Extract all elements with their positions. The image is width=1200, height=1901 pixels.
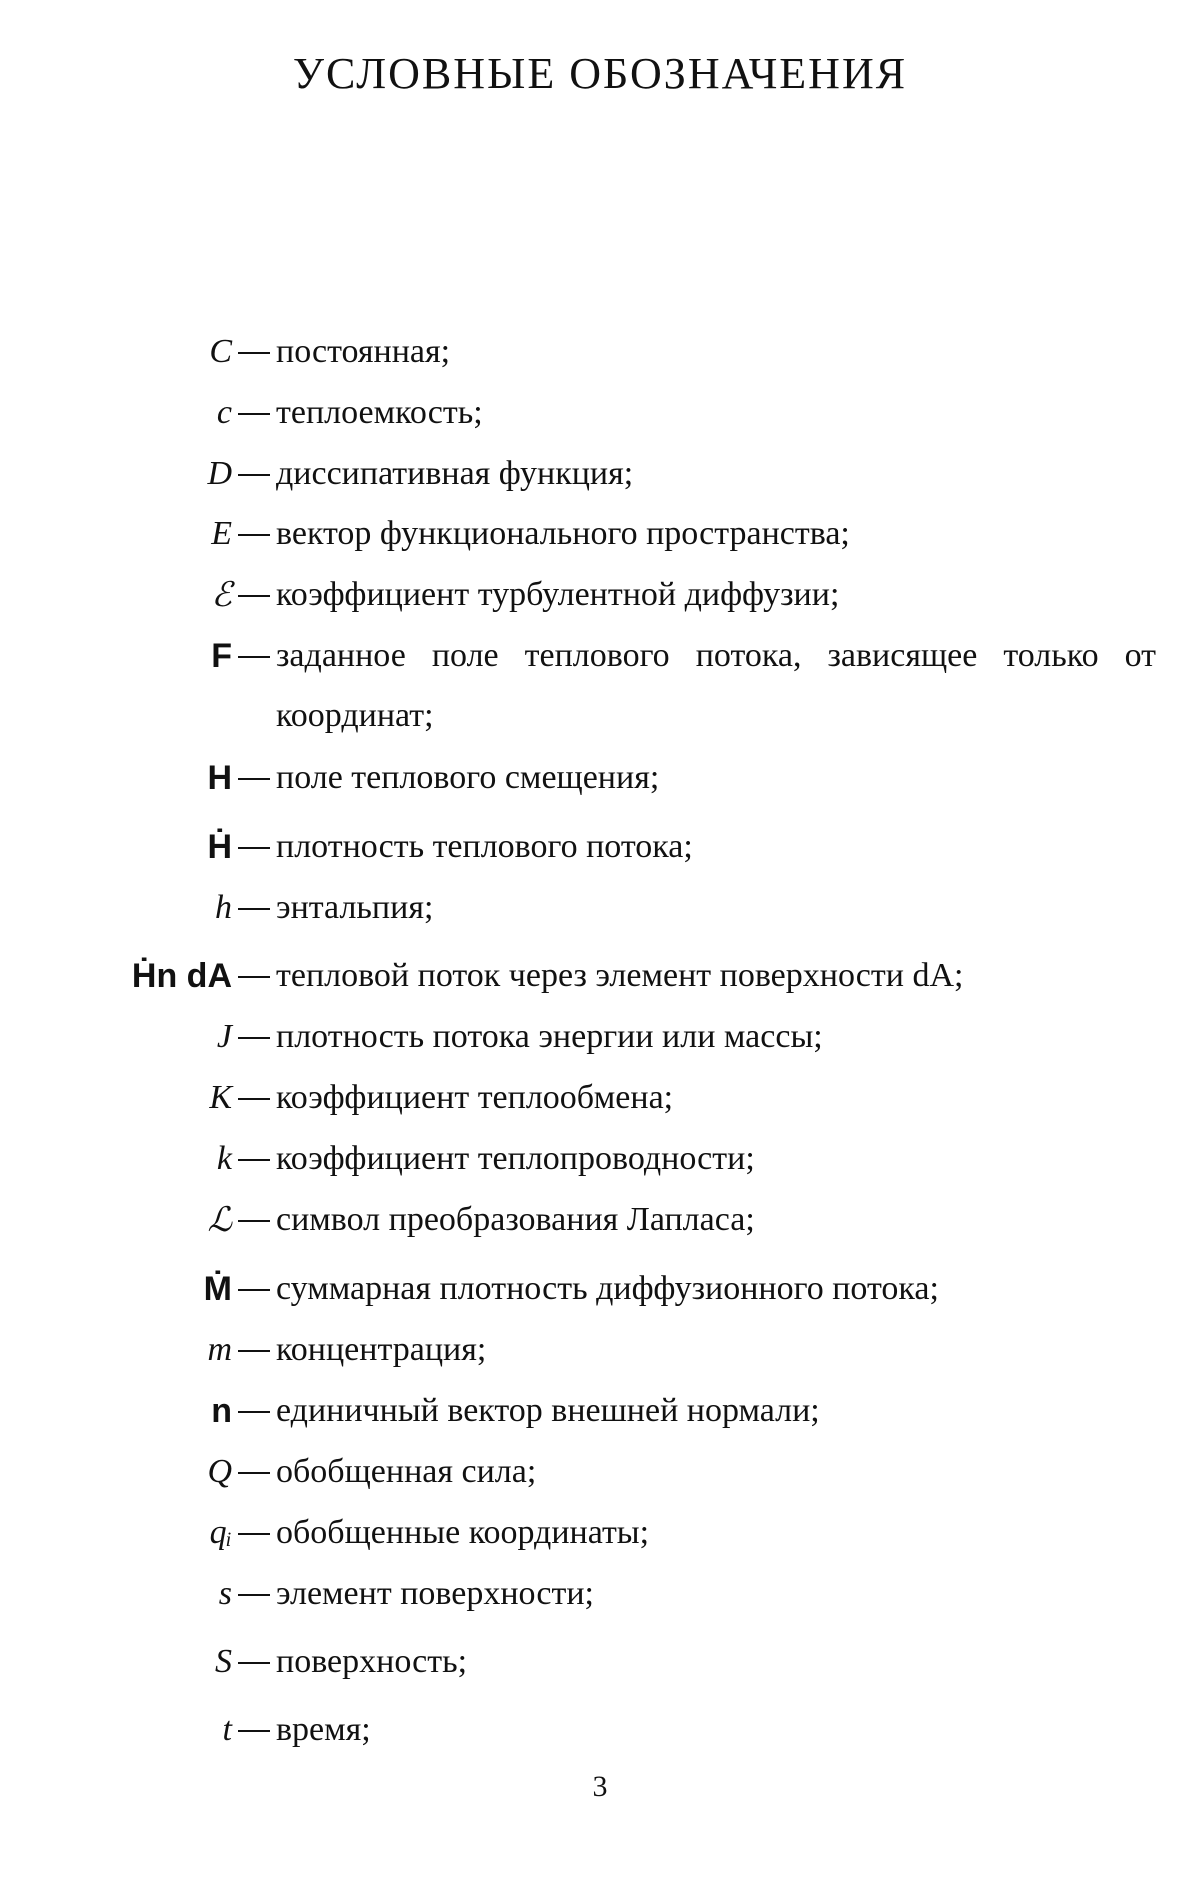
dash	[238, 1730, 270, 1732]
definition: диссипативная функция;	[276, 455, 634, 492]
symbol: qᵢ	[209, 1514, 232, 1551]
symbol: S	[215, 1643, 232, 1680]
definition: плотность теплового потока;	[276, 828, 693, 865]
symbol: H	[207, 759, 232, 797]
symbol: E	[211, 515, 232, 552]
definition: поле теплового смещения;	[276, 759, 660, 796]
definition: теплоемкость;	[276, 394, 483, 431]
page-number: 3	[592, 1770, 608, 1803]
dash	[238, 1289, 270, 1291]
definition: заданное поле теплового потока, зависящее только от координат;	[276, 637, 1156, 734]
dash	[238, 1472, 270, 1474]
symbol: F	[211, 637, 232, 675]
symbol: ℒ	[207, 1200, 232, 1240]
definition: коэффициент теплообмена;	[276, 1079, 674, 1116]
dash	[238, 413, 270, 415]
symbol: n	[211, 1392, 232, 1430]
dash	[238, 595, 270, 597]
definition: коэффициент теплопроводности;	[276, 1140, 755, 1177]
dash	[238, 1411, 270, 1413]
dash	[238, 1662, 270, 1664]
dash	[238, 1037, 270, 1039]
dash	[238, 656, 270, 658]
symbol: C	[209, 333, 232, 370]
dash	[238, 908, 270, 910]
symbol: h	[215, 889, 232, 926]
symbol: c	[216, 394, 232, 431]
definition: суммарная плотность диффузионного потока;	[276, 1270, 939, 1307]
symbol: Ḣ	[207, 828, 232, 866]
dash	[238, 1350, 270, 1352]
definition: поверхность;	[276, 1643, 468, 1680]
definition: энтальпия;	[276, 889, 434, 926]
dash	[238, 847, 270, 849]
dash	[238, 474, 270, 476]
definition: коэффициент турбулентной диффузии;	[276, 576, 840, 613]
dash	[238, 352, 270, 354]
dash	[238, 778, 270, 780]
symbol: D	[207, 455, 232, 492]
page-title: УСЛОВНЫЕ ОБОЗНАЧЕНИЯ	[292, 49, 908, 98]
definition: обобщенные координаты;	[276, 1514, 650, 1551]
symbol: ℰ	[211, 575, 232, 615]
symbol: m	[207, 1331, 232, 1368]
definition: плотность потока энергии или массы;	[276, 1018, 823, 1055]
symbol: Ḣn dA	[131, 957, 232, 995]
symbol: Q	[207, 1453, 232, 1490]
definition: тепловой поток через элемент поверхности dA;	[276, 957, 964, 994]
symbol: J	[216, 1018, 232, 1055]
definition: время;	[276, 1711, 371, 1748]
dash	[238, 1159, 270, 1161]
dash	[238, 534, 270, 536]
dash	[238, 976, 270, 978]
symbol: s	[218, 1575, 232, 1612]
definition: вектор функционального пространства;	[276, 515, 850, 552]
definition: символ преобразования Лапласа;	[276, 1201, 755, 1238]
symbol: k	[216, 1140, 232, 1177]
dash	[238, 1533, 270, 1535]
symbol: t	[222, 1711, 232, 1748]
definition: элемент поверхности;	[276, 1575, 594, 1612]
dash	[238, 1594, 270, 1596]
definition: обобщенная сила;	[276, 1453, 537, 1490]
definition: концентрация;	[276, 1331, 487, 1368]
dash	[238, 1220, 270, 1222]
dash	[238, 1098, 270, 1100]
symbol: K	[209, 1079, 232, 1116]
symbol: Ṁ	[203, 1270, 232, 1308]
definition: единичный вектор внешней нормали;	[276, 1392, 820, 1429]
definition: постоянная;	[276, 333, 451, 370]
